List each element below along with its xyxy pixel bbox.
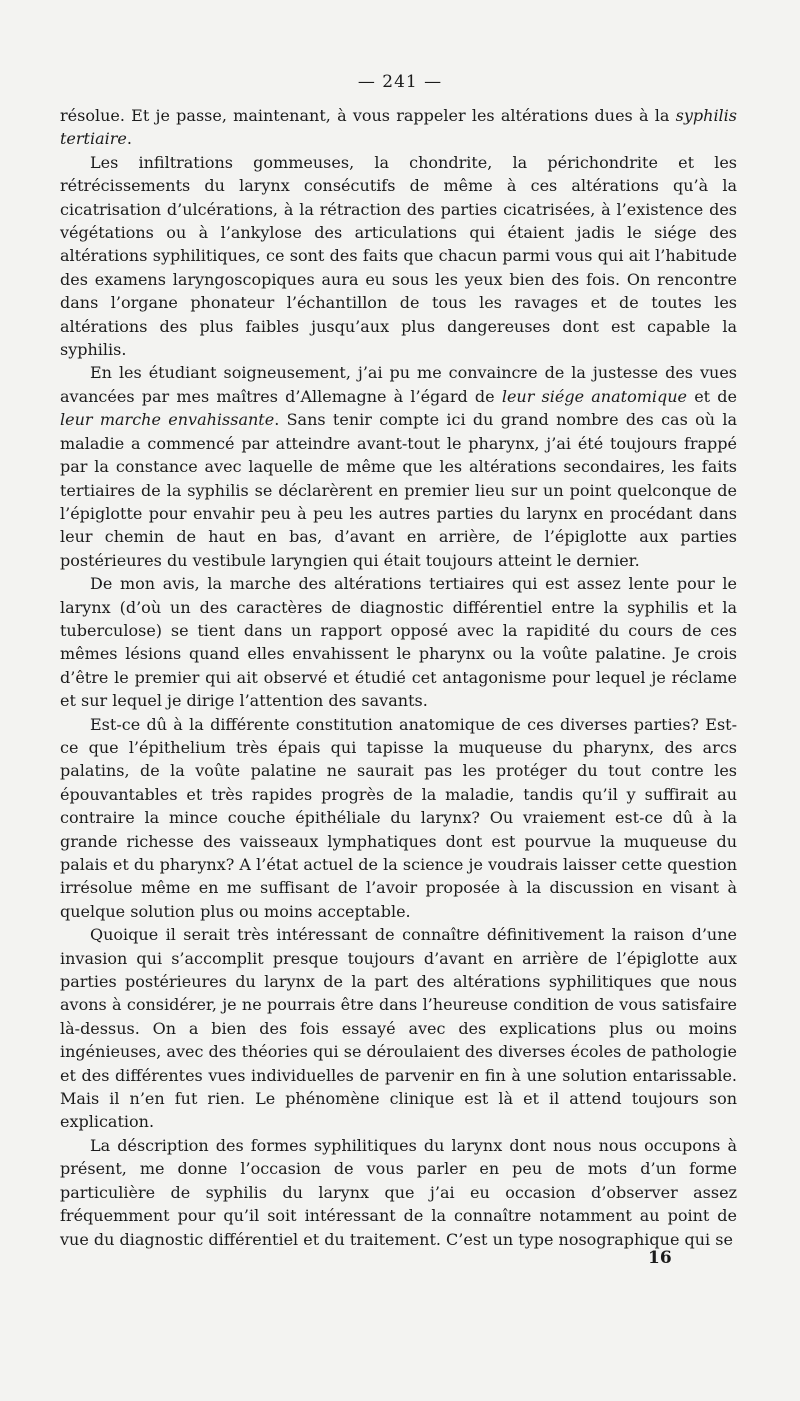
- paragraph-3-italic-a: leur siége anatomique: [501, 386, 688, 406]
- body-text: [60, 104, 737, 1251]
- paragraph-1-italic: syphilis tertiaire: [60, 106, 737, 149]
- page-number: — 241 —: [357, 72, 443, 92]
- paragraph-3-text-c: . Sans tenir compte ici du grand nombre des cas où la maladie a commencé par atteindre avant-tout le pharynx, j’ai été toujours frappé par la constance avec laquelle de même que les altérations secondaires, les faits tertiaires de la syphilis se déclarèrent en premier lieu sur un point quelconque de l’épiglotte pour envahir peu à peu les autres parties du larynx en procédant dans leur chemin de haut en bas, d’avant en arrière, de l’épiglotte aux parties postérieures du vestibule laryngien qui était toujours atteint le dernier.: [60, 410, 737, 570]
- paragraph-1-text: résolue. Et je passe, maintenant, à vous rappeler les altérations dues à la: [60, 106, 676, 125]
- paragraph-1-end: .: [126, 129, 132, 149]
- paragraph-3: [60, 361, 737, 572]
- paragraph-1: [60, 104, 737, 151]
- paragraph-3-italic-b: leur marche envahissante: [60, 410, 275, 430]
- paragraph-3-text-a: En les étudiant soigneusement, j’ai pu me convaincre de la justesse des vues avancées par mes maîtres d’Allemagne à l’égard de: [60, 363, 737, 406]
- paragraph-3-text-b: et de: [687, 386, 738, 406]
- paragraph-5: Est-ce dû à la différente constitution anatomique de ces diverses parties? Est-ce que l’épithelium très épais qui tapisse la muqueuse du pharynx, des arcs palatins, de la voûte palatine ne saurait pas les protéger du tout contre les épouvantables et très rapides progrès de la maladie, tandis qu’il y suffirait au contraire la mince couche épithéliale du larynx? Ou vraiement est-ce dû à la grande richesse des vaisseaux lymphatiques dont est pourvue la muqueuse du palais et du pharynx? A l’état actuel de la science je voudrais laisser cette question irrésolue même en me suffisant de l’avoir proposée à la discussion en visant à quelque solution plus ou moins acceptable.: [60, 714, 737, 921]
- paragraph-2: Les infiltrations gommeuses, la chondrite, la périchondrite et les rétrécissements du larynx consécutifs de même à ces altérations qu’à la cicatrisation d’ulcérations, à la rétraction des parties cicatrisées, à l’existence des végétations ou à l’ankylose des articulations qui étaient jadis le siége des altérations syphilitiques, ce sont des faits que chacun parmi vous qui ait l’habitude des examens laryngoscopiques aura eu sous les yeux bien des fois. On rencontre dans l’organe phonateur l’échantillon de tous les ravages et de toutes les altérations des plus faibles jusqu’aux plus dangereuses dont est capable la syphilis.: [60, 152, 737, 360]
- paragraph-6: Quoique il serait très intéressant de connaître définitivement la raison d’une invasion qui s’accomplit presque toujours d’avant en arrière de l’épiglotte aux parties postérieures du larynx de la part des altérations syphilitiques que nous avons à considérer, je ne pourrais être dans l’heureuse condition de vous satisfaire là-dessus. On a bien des fois essayé avec des explications plus ou moins ingénieuses, avec des théories qui se déroulaient des diverses écoles de pathologie et des différentes vues individuelles de parvenir en fin à une solution entarissable. Mais il n’en fut rien. Le phénomène clinique est là et il attend toujours son explication.: [60, 925, 737, 1132]
- paragraph-4: De mon avis, la marche des altérations tertiaires qui est assez lente pour le larynx (d’où un des caractères de diagnostic différentiel entre la syphilis et la tuberculose) se tient dans un rapport opposé avec la rapidité du cours de ces mêmes lésions quand elles envahissent le pharynx ou la voûte palatine. Je crois d’être le premier qui ait observé et étudié cet antagonisme pour lequel je réclame et sur lequel je dirige l’attention des savants.: [60, 574, 737, 711]
- paragraph-7: La déscription des formes syphilitiques du larynx dont nous nous occupons à présent, me donne l’occasion de vous parler en peu de mots d’un forme particulière de syphilis du larynx que j’ai eu occasion d’observer assez fréquemment pour qu’il soit intéressant de la connaître notamment au point de vue du diagnostic différentiel et du traitement. C’est un type nosographique qui se: [60, 1135, 737, 1249]
- signature-mark: 16: [648, 1248, 672, 1268]
